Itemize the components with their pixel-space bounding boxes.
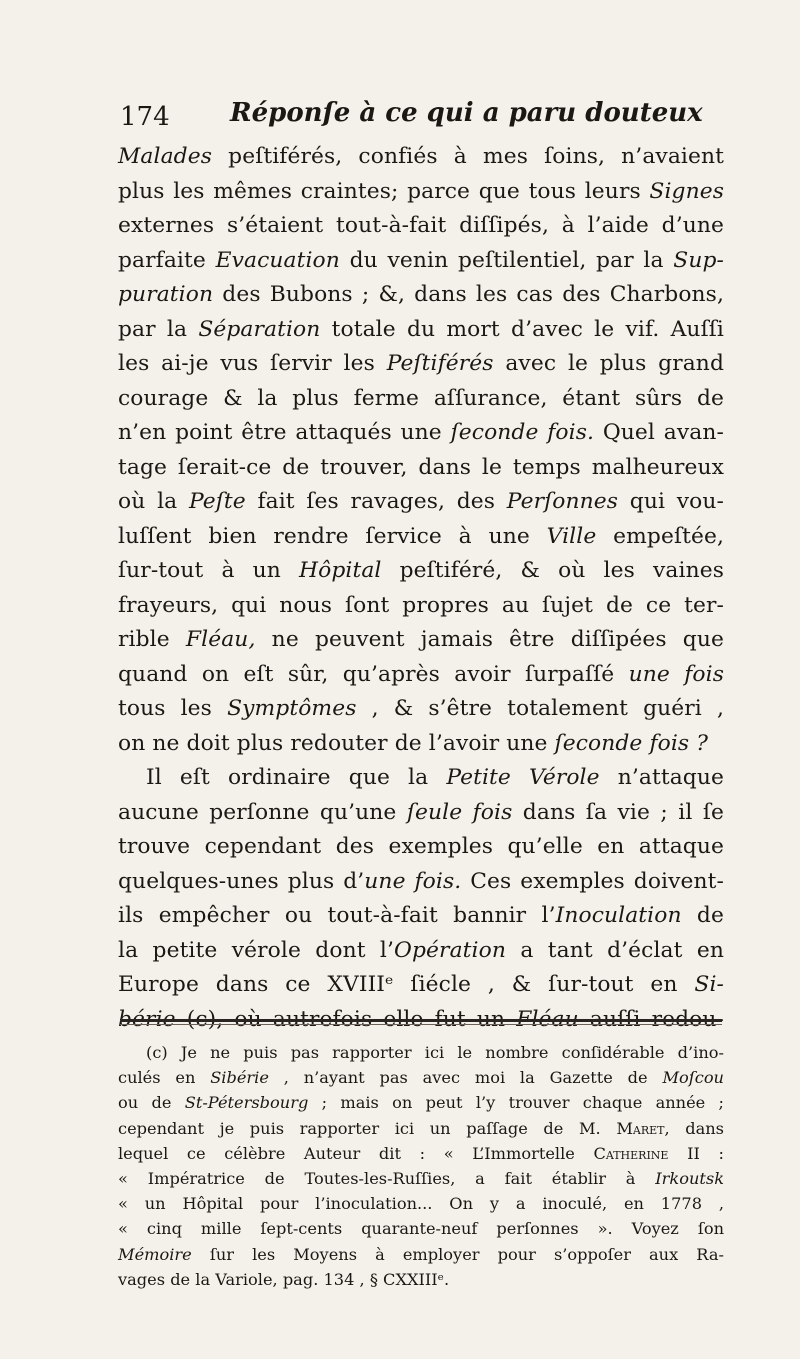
footnote-line [118, 1141, 724, 1166]
text-run: tage ſerait-ce de trouver, dans le temps malheureux [118, 454, 724, 480]
footnote-line [118, 1166, 724, 1191]
text-line [118, 175, 724, 210]
footnote-rule-thin [120, 1024, 722, 1025]
text-run: ils empêcher ou tout-à-fait bannir l’ [118, 903, 556, 928]
text-run: tous les [118, 696, 228, 721]
text-line [118, 692, 724, 727]
text-run: aucune perſonne qu’une [118, 799, 407, 825]
text-run: « un Hôpital pour l’inoculation... On y a inoculé, en 1778 , [118, 1194, 724, 1214]
text-run: Sibérie [210, 1068, 269, 1088]
text-run: , & s’être totalement guéri , [356, 696, 725, 721]
text-line [118, 761, 724, 796]
text-run: Moſcou [662, 1068, 724, 1088]
text-run: II : [668, 1143, 724, 1163]
text-run: ſeule fois [406, 799, 513, 825]
text-run: frayeurs, qui nous ſont propres au ſujet de ce ter- [118, 592, 724, 618]
text-line [118, 278, 724, 313]
text-run: Peſtiférés [386, 351, 494, 376]
text-line [118, 244, 724, 279]
text-run: avec le plus grand [493, 351, 724, 376]
text-run: Europe dans ce XVIIIᵉ ſiécle , & ſur-tout en [118, 972, 695, 997]
text-run: ſeconde fois. [450, 420, 595, 445]
text-line [118, 658, 724, 693]
text-run: Sup- [673, 247, 724, 273]
text-run: ; mais on peut l’y trouver chaque année ; [308, 1093, 725, 1113]
text-run: bérie [118, 1006, 176, 1032]
text-line [118, 796, 724, 831]
text-run: les ai-je vus ſervir les [118, 351, 387, 376]
text-run: culés en [118, 1068, 211, 1088]
text-line [118, 347, 724, 382]
footnote-line [118, 1267, 724, 1292]
text-line [118, 520, 724, 555]
text-run: du venin peſtilentiel, par la [339, 247, 674, 273]
text-run: par la [118, 316, 199, 342]
text-run: puration [118, 282, 214, 307]
text-line [118, 485, 724, 520]
text-run: totale du mort d’avec le vif. Auſſi [320, 316, 724, 342]
text-run: où la [118, 489, 189, 514]
text-line [118, 209, 724, 244]
text-run: Mémoire [118, 1244, 192, 1264]
text-run: Peſte [188, 489, 246, 514]
page-header [120, 98, 720, 138]
text-line [118, 934, 724, 969]
text-line [118, 727, 724, 762]
text-run: ſeconde fois ? [554, 730, 709, 756]
text-line [118, 830, 724, 865]
text-run: on ne doit plus redouter de l’avoir une [118, 730, 555, 756]
text-run: , dans [664, 1118, 724, 1138]
footnote-line [118, 1040, 724, 1065]
text-run: Si- [694, 972, 724, 997]
footnote-line [118, 1116, 724, 1141]
text-run: Hôpital [299, 558, 382, 583]
main-text [118, 140, 724, 1037]
text-run: Evacuation [215, 247, 340, 273]
text-run: Fléau [516, 1006, 579, 1032]
text-run: Il eſt ordinaire que la [146, 765, 447, 790]
text-line [118, 140, 724, 175]
text-run: « cinq mille ſept-cents quarante-neuf perſonnes ». Voyez ſon [118, 1219, 724, 1239]
footnote-line [118, 1090, 724, 1115]
text-run: Quel avan- [594, 420, 724, 445]
text-run: de [681, 903, 724, 928]
text-run: une fois. [364, 868, 462, 894]
text-run: Signes [649, 178, 724, 204]
page-number: 174 [120, 102, 170, 132]
text-line [118, 899, 724, 934]
text-run: ſur les Moyens à employer pour s’oppoſer aux Ra- [191, 1244, 724, 1264]
text-run: empeſtée, [596, 523, 724, 549]
text-line [118, 589, 724, 624]
text-run: ſur-tout à un [118, 558, 299, 583]
text-run: trouve cependant des exemples qu’elle en attaque [118, 834, 724, 859]
text-run: Perſonnes [506, 489, 619, 514]
text-run: Ville [546, 523, 597, 549]
text-run: peſtiférés, confiés à mes ſoins, n’avaient [212, 144, 724, 169]
text-line [118, 451, 724, 486]
text-run: Opération [394, 937, 506, 963]
text-run: la petite vérole dont l’ [118, 937, 395, 963]
text-run: lequel ce célèbre Auteur dit : « L’Immortelle [118, 1143, 594, 1163]
running-title: Réponſe à ce qui a paru douteux [230, 98, 703, 128]
footnote-line [118, 1191, 724, 1216]
text-run: (c), où autrefois elle fut un [175, 1006, 517, 1032]
text-run: courage & la plus ferme aſſurance, étant sûrs de [118, 385, 724, 411]
text-line [118, 382, 724, 417]
text-run: Ces exemples doivent- [461, 868, 724, 894]
text-run: rible [118, 627, 186, 652]
footnote-line [118, 1216, 724, 1241]
text-run: luſſent bien rendre ſervice à une [118, 523, 547, 549]
text-run: qui vou- [618, 489, 724, 514]
text-run: Maret [616, 1118, 665, 1138]
text-run: Inoculation [555, 903, 682, 928]
text-run: Irkoutsk [655, 1169, 724, 1189]
text-run: quand on eſt sûr, qu’après avoir ſurpaſſé [118, 661, 629, 687]
text-run: Fléau, [185, 627, 256, 652]
text-run: ou de [118, 1093, 185, 1113]
text-run: a tant d’éclat en [505, 937, 724, 963]
text-run: Séparation [198, 316, 321, 342]
text-line [118, 623, 724, 658]
text-run: Catherine [593, 1143, 669, 1163]
text-line [118, 554, 724, 589]
text-run: ne peuvent jamais être diſſipées que [255, 627, 724, 652]
text-run: parfaite [118, 247, 216, 273]
text-run: « Impératrice de Toutes-les-Ruſſies, a fait établir à [118, 1169, 656, 1189]
text-run: auſſi redou- [578, 1006, 724, 1032]
text-run: dans ſa vie ; il ſe [512, 799, 724, 825]
text-run: peſtiféré, & où les vaines [381, 558, 724, 583]
text-run: Malades [118, 144, 213, 169]
text-run: cependant je puis rapporter ici un paſſage de M. [118, 1118, 617, 1138]
text-run: Symptômes [227, 696, 357, 721]
text-run: externes s’étaient tout-à-fait diſſipés, à l’aide d’une [118, 213, 724, 238]
text-run: une fois [628, 661, 724, 687]
text-run: Petite Vérole [446, 765, 600, 790]
text-run: plus les mêmes craintes; parce que tous leurs [118, 178, 650, 204]
text-run: n’en point être attaqués une [118, 420, 451, 445]
footnote [118, 1040, 724, 1292]
text-run: fait ſes ravages, des [245, 489, 507, 514]
text-run: vages de la Variole, pag. 134 , § CXXIIIᵉ. [118, 1269, 450, 1289]
text-run: des Bubons ; &, dans les cas des Charbons, [213, 282, 724, 307]
text-line [118, 968, 724, 1003]
footnote-rule [120, 1019, 722, 1022]
footnote-line [118, 1242, 724, 1267]
text-line [118, 416, 724, 451]
text-line [118, 865, 724, 900]
text-run: n’attaque [599, 765, 724, 790]
footnote-line [118, 1065, 724, 1090]
text-run: (c) Je ne puis pas rapporter ici le nombre conſidérable d’ino- [146, 1043, 724, 1062]
text-line [118, 313, 724, 348]
text-run: St-Pétersbourg [184, 1093, 309, 1113]
text-run: quelques-unes plus d’ [118, 868, 365, 894]
text-run: , n’ayant pas avec moi la Gazette de [268, 1068, 663, 1088]
